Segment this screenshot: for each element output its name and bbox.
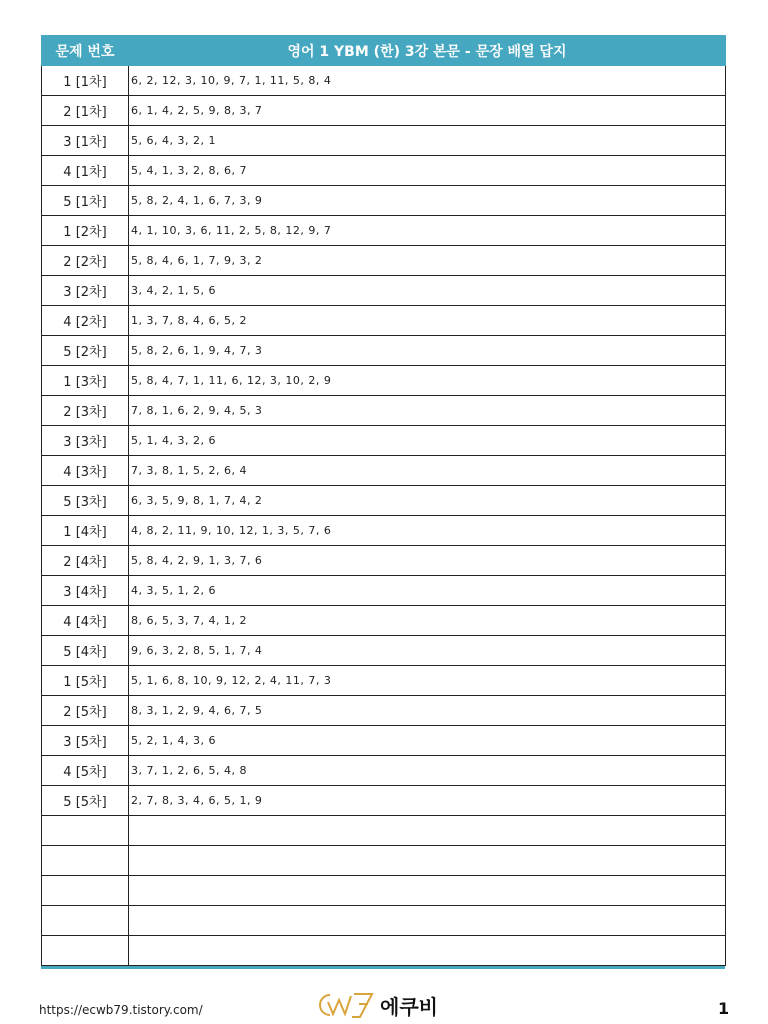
table-row [42,66,726,96]
question-number-cell: 4 [3차] [42,456,129,486]
question-number-cell: 1 [1차] [42,66,129,96]
answer-order-cell: 5, 8, 2, 4, 1, 6, 7, 3, 9 [129,186,726,216]
answer-order-cell [129,906,726,936]
question-number-cell: 1 [2차] [42,216,129,246]
question-number-cell [42,936,129,966]
question-number-cell [42,816,129,846]
answer-order-cell: 1, 3, 7, 8, 4, 6, 5, 2 [129,306,726,336]
answer-order-cell: 9, 6, 3, 2, 8, 5, 1, 7, 4 [129,636,726,666]
header-question-number: 문제 번호 [42,36,129,66]
question-number-cell: 2 [1차] [42,96,129,126]
table-row [42,306,726,336]
answer-order-cell: 8, 6, 5, 3, 7, 4, 1, 2 [129,606,726,636]
question-number-cell: 3 [1차] [42,126,129,156]
table-row [42,396,726,426]
question-number-cell [42,846,129,876]
question-number-cell: 2 [3차] [42,396,129,426]
table-row [42,876,726,906]
header-title: 영어 1 YBM (한) 3강 본문 - 문장 배열 답지 [129,36,726,66]
answer-order-cell: 5, 8, 2, 6, 1, 9, 4, 7, 3 [129,336,726,366]
table-row [42,426,726,456]
brand-logo [316,990,438,1020]
question-number-cell: 4 [2차] [42,306,129,336]
table-row [42,726,726,756]
table-row [42,696,726,726]
question-number-cell: 3 [5차] [42,726,129,756]
table-row [42,96,726,126]
ecwb-logo-icon [316,990,376,1020]
table-header [42,36,726,66]
answer-order-cell: 5, 8, 4, 6, 1, 7, 9, 3, 2 [129,246,726,276]
question-number-cell: 3 [3차] [42,426,129,456]
answer-order-cell: 7, 8, 1, 6, 2, 9, 4, 5, 3 [129,396,726,426]
answer-order-cell: 4, 8, 2, 11, 9, 10, 12, 1, 3, 5, 7, 6 [129,516,726,546]
table-row [42,246,726,276]
table-row [42,546,726,576]
answer-order-cell: 5, 4, 1, 3, 2, 8, 6, 7 [129,156,726,186]
answer-order-cell: 5, 8, 4, 7, 1, 11, 6, 12, 3, 10, 2, 9 [129,366,726,396]
table-bottom-bar [41,966,725,969]
table-row [42,636,726,666]
table-row [42,846,726,876]
table-row [42,156,726,186]
answer-order-cell: 5, 8, 4, 2, 9, 1, 3, 7, 6 [129,546,726,576]
answer-order-cell: 5, 1, 4, 3, 2, 6 [129,426,726,456]
question-number-cell: 4 [1차] [42,156,129,186]
answer-order-cell: 3, 4, 2, 1, 5, 6 [129,276,726,306]
question-number-cell: 1 [5차] [42,666,129,696]
answer-table [41,35,726,966]
table-row [42,936,726,966]
answer-order-cell: 6, 1, 4, 2, 5, 9, 8, 3, 7 [129,96,726,126]
question-number-cell: 1 [4차] [42,516,129,546]
page-number: 1 [718,999,730,1018]
answer-order-cell: 4, 1, 10, 3, 6, 11, 2, 5, 8, 12, 9, 7 [129,216,726,246]
table-row [42,606,726,636]
table-row [42,366,726,396]
question-number-cell: 4 [4차] [42,606,129,636]
question-number-cell: 2 [5차] [42,696,129,726]
question-number-cell [42,906,129,936]
table-row [42,456,726,486]
brand-logo-text: 에쿠비 [380,994,438,1019]
table-row [42,336,726,366]
table-row [42,186,726,216]
answer-order-cell: 8, 3, 1, 2, 9, 4, 6, 7, 5 [129,696,726,726]
answer-order-cell [129,846,726,876]
answer-order-cell: 5, 2, 1, 4, 3, 6 [129,726,726,756]
answer-sheet [41,35,725,969]
table-row [42,576,726,606]
table-row [42,786,726,816]
table-row [42,906,726,936]
table-row [42,816,726,846]
table-body [42,66,726,966]
question-number-cell: 2 [4차] [42,546,129,576]
question-number-cell [42,876,129,906]
answer-order-cell [129,876,726,906]
answer-order-cell: 5, 6, 4, 3, 2, 1 [129,126,726,156]
table-row [42,276,726,306]
table-row [42,516,726,546]
question-number-cell: 4 [5차] [42,756,129,786]
answer-order-cell: 6, 2, 12, 3, 10, 9, 7, 1, 11, 5, 8, 4 [129,66,726,96]
answer-order-cell: 5, 1, 6, 8, 10, 9, 12, 2, 4, 11, 7, 3 [129,666,726,696]
question-number-cell: 5 [4차] [42,636,129,666]
question-number-cell: 3 [4차] [42,576,129,606]
table-row [42,666,726,696]
question-number-cell: 5 [2차] [42,336,129,366]
table-row [42,756,726,786]
table-row [42,486,726,516]
question-number-cell: 5 [3차] [42,486,129,516]
answer-order-cell [129,936,726,966]
answer-order-cell: 2, 7, 8, 3, 4, 6, 5, 1, 9 [129,786,726,816]
footer-url[interactable]: https://ecwb79.tistory.com/ [39,1003,203,1017]
answer-order-cell: 4, 3, 5, 1, 2, 6 [129,576,726,606]
question-number-cell: 3 [2차] [42,276,129,306]
table-row [42,216,726,246]
question-number-cell: 5 [1차] [42,186,129,216]
answer-order-cell: 6, 3, 5, 9, 8, 1, 7, 4, 2 [129,486,726,516]
table-row [42,126,726,156]
answer-order-cell [129,816,726,846]
question-number-cell: 2 [2차] [42,246,129,276]
question-number-cell: 1 [3차] [42,366,129,396]
answer-order-cell: 3, 7, 1, 2, 6, 5, 4, 8 [129,756,726,786]
answer-order-cell: 7, 3, 8, 1, 5, 2, 6, 4 [129,456,726,486]
question-number-cell: 5 [5차] [42,786,129,816]
